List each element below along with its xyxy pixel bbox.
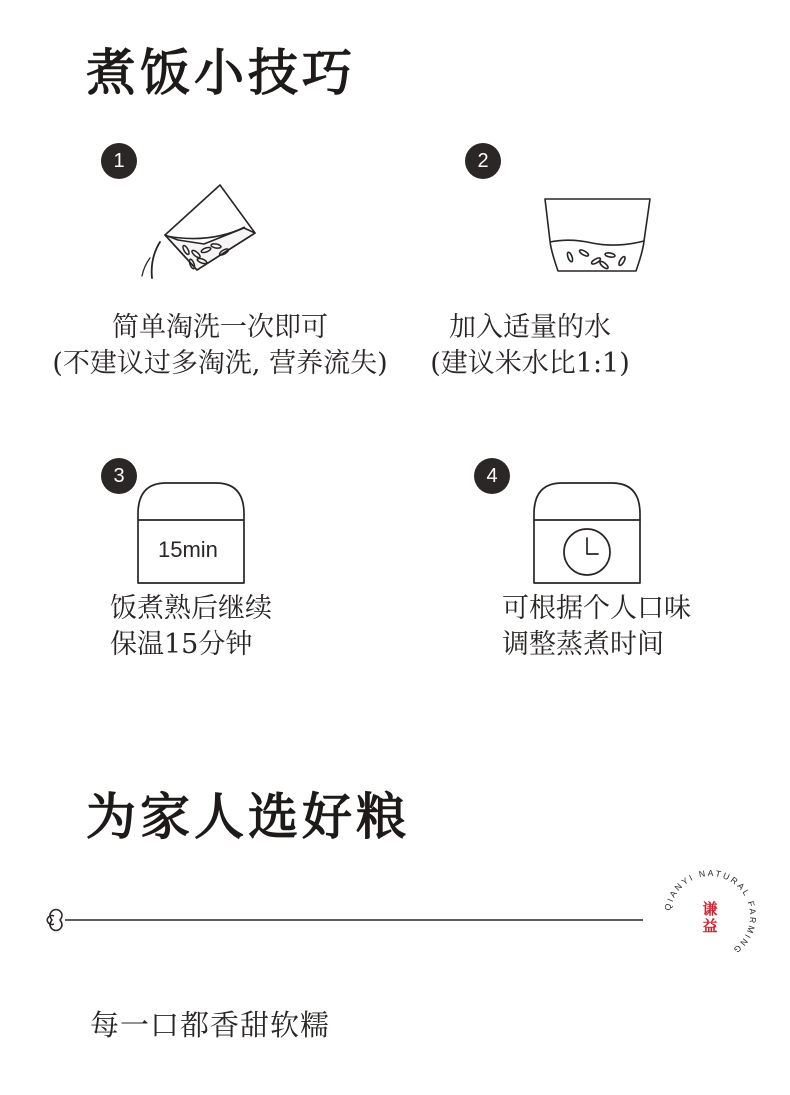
step-1-caption-line-2: (不建议过多淘洗, 营养流失): [52, 348, 388, 379]
step-4-caption-line-1: 可根据个人口味: [502, 593, 691, 624]
rinse-rice-bowl-icon: [130, 180, 265, 290]
svg-text:益: 益: [702, 917, 718, 935]
step-2-caption-line-2: (建议米水比1:1): [430, 348, 630, 379]
section-title-choose-grain: 为家人选好粮: [86, 788, 410, 846]
rice-cooker-icon: [136, 480, 248, 586]
section-title-cooking-tips: 煮饭小技巧: [86, 44, 356, 102]
cooker-timer-display: 15min: [158, 537, 218, 562]
step-4-number-badge: 4: [474, 458, 510, 494]
step-3-caption-line-1: 饭煮熟后继续: [110, 593, 272, 624]
step-2-number-badge: 2: [465, 143, 501, 179]
step-2-caption-line-1: 加入适量的水: [449, 312, 611, 343]
step-1-number-badge: 1: [101, 143, 137, 179]
step-4-caption-line-2: 调整蒸煮时间: [502, 629, 664, 660]
svg-text:谦: 谦: [702, 900, 718, 918]
step-1-caption-line-1: 简单淘洗一次即可: [112, 312, 328, 343]
step-3-caption-line-2: 保温15分钟: [110, 629, 253, 660]
svg-text:QIANYI NATURAL FARMING: QIANYI NATURAL FARMING: [662, 867, 759, 957]
cooker-with-clock-icon: [532, 480, 644, 586]
tagline: 每一口都香甜软糯: [90, 1008, 331, 1042]
pot-with-water-icon: [540, 195, 655, 277]
ornament-divider: [45, 905, 645, 935]
step-3-number-badge: 3: [101, 458, 137, 494]
brand-seal-logo: [660, 866, 760, 966]
